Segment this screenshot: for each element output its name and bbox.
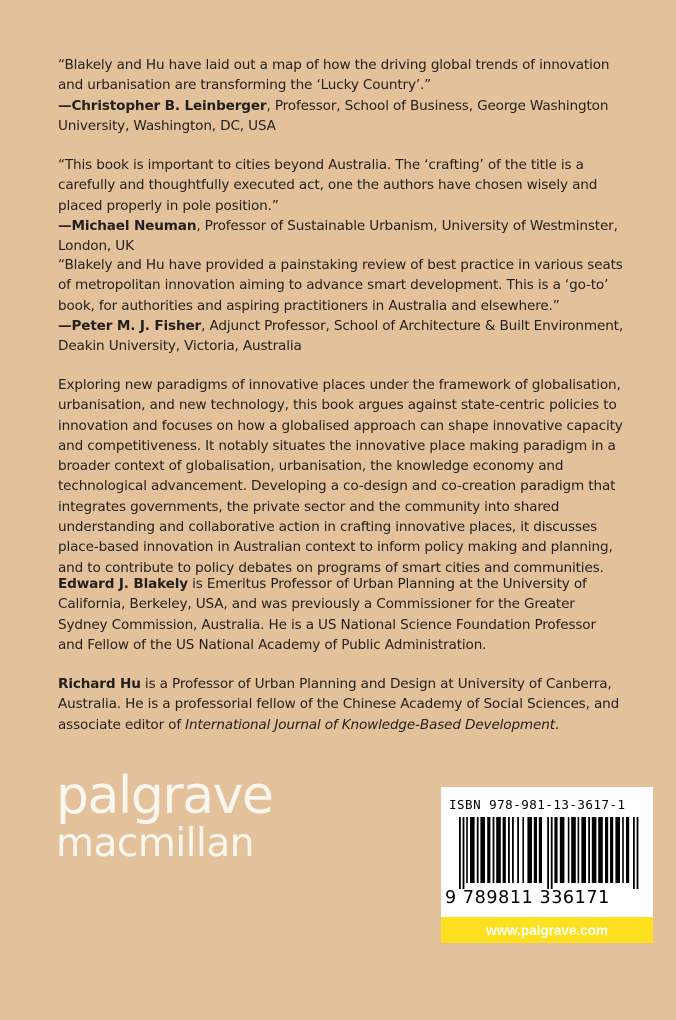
barcode-bar (578, 817, 580, 883)
bio-text (58, 674, 624, 735)
barcode-bar (496, 817, 501, 883)
barcode-bar (605, 817, 608, 883)
quote-author: —Peter M. J. Fisher (58, 317, 202, 334)
barcode-bar (503, 817, 506, 883)
barcode-bar (554, 817, 557, 883)
bio-body: is Emeritus Professor of Urban Planning at the University of California, Berkeley, USA, and was previously a Commissioner for the Greater Sydney Commission, Australia. He is a US National Science Foundation Professor and Fellow of the US National Academy of Public Administration. (58, 576, 596, 653)
quote-attribution (58, 316, 624, 357)
barcode-bar (588, 817, 590, 883)
quote-affiliation: , Adjunct Professor, School of Architecture & Built Environment, Deakin University, Victoria, Australia (58, 317, 624, 355)
book-description (58, 375, 624, 578)
publisher-url-bar (441, 917, 653, 943)
review-quote-leinberger (58, 55, 624, 136)
bio-body: is a Professor of Urban Planning and Design at University of Canberra, Australia. He is a professorial fellow of the Chinese Academy of Social Sciences, and associate editor of (58, 676, 620, 733)
barcode-bar (487, 817, 490, 883)
barcode-bar (517, 817, 519, 883)
quote-affiliation: , Professor, School of Business, George Washington University, Washington, DC, USA (58, 97, 609, 134)
barcode-bar (539, 817, 542, 883)
barcode-bar (508, 817, 510, 883)
publisher-logo-line2: macmillan (56, 821, 254, 866)
barcode-bar (547, 817, 549, 889)
journal-title: International Journal of Knowledge-Based Development (185, 716, 555, 733)
bio-name: Edward J. Blakely (58, 576, 188, 592)
barcode-digits: 9 789811 336171 (445, 888, 610, 908)
isbn-barcode-box (441, 787, 653, 917)
barcode-bar (534, 817, 537, 883)
bio-name: Richard Hu (58, 676, 141, 692)
review-quote-neuman (58, 155, 624, 256)
barcode-bar (477, 817, 479, 883)
barcode-graphic (449, 817, 645, 889)
barcode-bar (615, 817, 620, 883)
author-bio-blakely (58, 574, 624, 655)
isbn-number: ISBN 978-981-13-3617-1 (449, 797, 626, 812)
quote-text: “Blakely and Hu have laid out a map of how the driving global trends of innovation and urbanisation are transforming the ‘Lucky Country’.” (58, 57, 610, 94)
bio-end: . (554, 716, 560, 733)
quote-attribution (58, 96, 624, 137)
author-bio-hu (58, 674, 624, 735)
quote-author: —Christopher B. Leinberger (58, 97, 267, 114)
barcode-bar (522, 817, 524, 883)
barcode-bar (493, 817, 495, 883)
description-text: Exploring new paradigms of innovative places under the framework of globalisation, urbanisation, and new technology, this book argues against state-centric policies to innovation and focuses on how a globalised approach can shape innovative capacity and competitiveness. It notably situates the innovative place making paradigm in a broader context of globalisation, urbanisation, the knowledge economy and technological advancement. Developing a co-design and co-creation paradigm that integrates governments, the private sector and the community into shared understanding and collaborative action in crafting innovative places, it discusses place-based innovation in Australian context to inform policy making and planning, and to contribute to policy debates on programs of smart cities and communities. (58, 377, 623, 576)
barcode-bar (560, 817, 565, 883)
quote-text: “Blakely and Hu have provided a painstaking review of best practice in various seats of metropolitan innovation aiming to advance smart development. This is a ‘go-to’ book, for authorities and aspiring practitioners in Australia and elsewhere.” (58, 257, 623, 314)
quote-author: —Michael Neuman (58, 217, 197, 234)
quote-affiliation: , Professor of Sustainable Urbanism, University of Westminster, London, UK (58, 217, 618, 255)
barcode-bar (598, 817, 603, 883)
barcode-bar (470, 817, 475, 883)
publisher-logo-line1: palgrave (56, 766, 273, 826)
barcode-bar (626, 817, 629, 883)
barcode-bar (568, 817, 570, 883)
barcode-bar (463, 817, 465, 889)
review-quote-fisher (58, 255, 624, 356)
barcode-bar (622, 817, 624, 883)
barcode-bar (581, 817, 586, 883)
barcode-bar (480, 817, 485, 883)
quote-attribution (58, 216, 624, 257)
barcode-bar (459, 817, 461, 889)
publisher-url[interactable]: www.palgrave.com (486, 923, 608, 938)
bio-text (58, 574, 624, 655)
barcode-bar (637, 817, 639, 889)
barcode-bar (466, 817, 468, 883)
quote-text: “This book is important to cities beyond Australia. The ‘crafting’ of the title is a carefully and thoughtfully executed act, one the authors have chosen wisely and placed properly in pole position.” (58, 157, 598, 214)
barcode-bar (551, 817, 553, 889)
barcode-bar (592, 817, 597, 883)
barcode-bar (571, 817, 576, 883)
barcode-bar (512, 817, 514, 883)
publisher-logo (56, 766, 273, 866)
barcode-bar (527, 817, 532, 883)
barcode-bar (633, 817, 635, 889)
barcode-bar (610, 817, 613, 883)
